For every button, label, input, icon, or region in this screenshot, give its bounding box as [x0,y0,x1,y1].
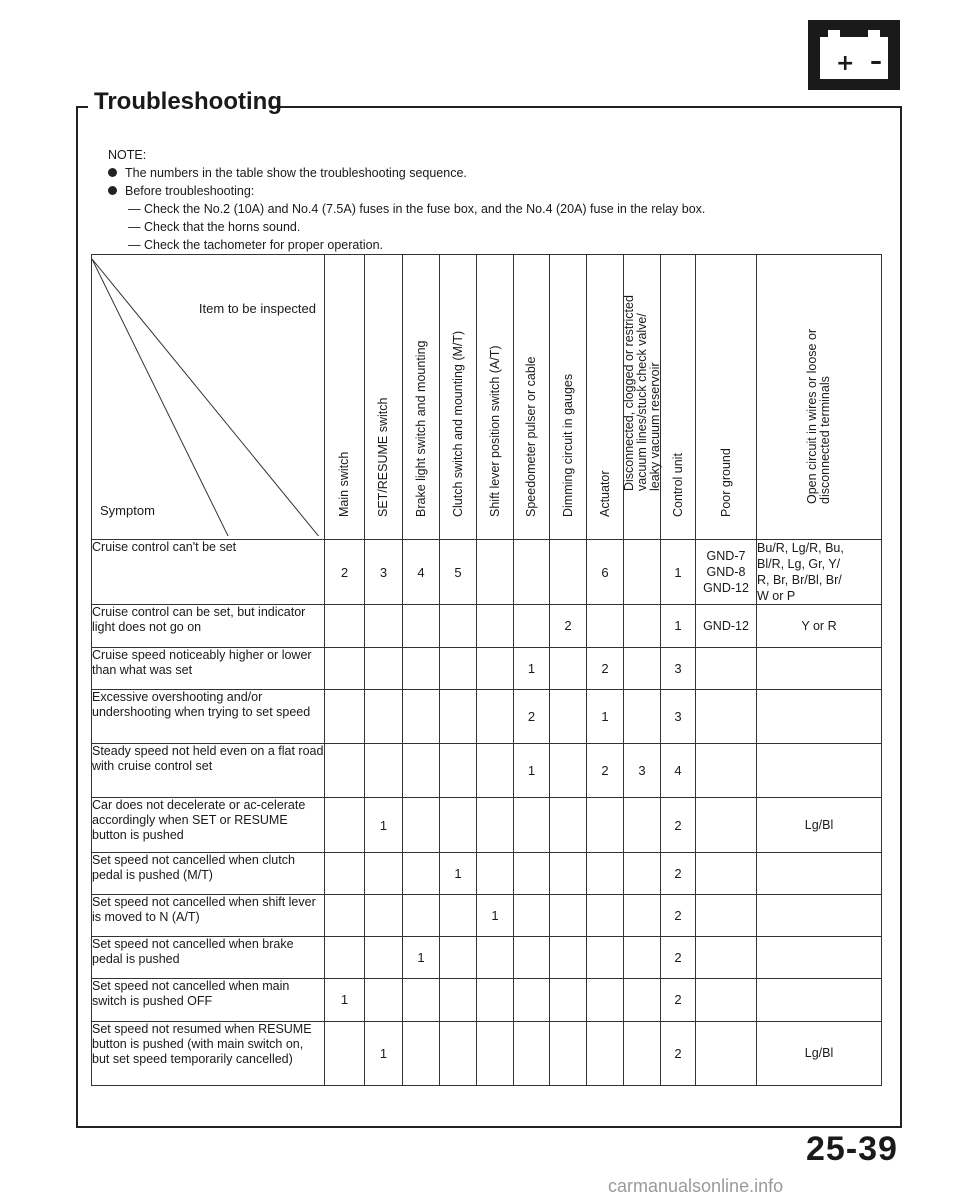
sequence-cell [550,689,587,743]
sequence-cell [587,894,624,936]
frame-top-rule [270,106,900,108]
sequence-cell [550,647,587,689]
sequence-cell: 3 [661,647,696,689]
sequence-cell: 2 [514,689,550,743]
sequence-cell: 1 [587,689,624,743]
note-subitem: — Check the tachometer for proper operation. [128,238,383,252]
note-item [108,182,888,200]
column-header [440,255,477,540]
bullet-icon [108,168,117,177]
cell-line: GND-8 [706,565,746,580]
column-header [477,255,514,540]
sequence-cell: 3 [365,540,403,605]
section-title: Troubleshooting [94,88,282,115]
column-header-label: SET/RESUME switch [376,397,390,517]
sequence-cell [440,894,477,936]
sequence-cell [514,979,550,1021]
sequence-cell: 5 [440,540,477,605]
sequence-cell [477,689,514,743]
sequence-cell [440,647,477,689]
sequence-cell [587,798,624,852]
sequence-cell: 1 [440,852,477,894]
column-header [696,255,757,540]
column-header [403,255,440,540]
symptom-cell: Cruise speed noticeably higher or lower than what was set [92,647,325,689]
sequence-cell [477,979,514,1021]
table-row [92,852,882,894]
sequence-cell [440,1021,477,1085]
sequence-cell: 2 [661,852,696,894]
sequence-cell [440,744,477,798]
sequence-cell [550,540,587,605]
sequence-cell [477,1021,514,1085]
sequence-cell [440,979,477,1021]
column-header-label: Actuator [597,469,612,517]
sequence-cell: 6 [587,540,624,605]
table-row [92,1021,882,1085]
sequence-cell [365,852,403,894]
column-header [661,255,696,540]
sequence-cell [403,979,440,1021]
sequence-cell: 2 [587,744,624,798]
corner-header [92,255,325,540]
cell-line: Lg/Bl [804,818,834,833]
symptom-cell: Set speed not cancelled when clutch pedal is pushed (M/T) [92,852,325,894]
sequence-cell [624,540,661,605]
column-header-label: Poor ground [718,447,733,517]
battery-icon: + – [808,20,900,90]
sequence-cell [477,852,514,894]
table-row [92,937,882,979]
sequence-cell: 1 [514,744,550,798]
ground-cell [696,605,757,647]
symptom-cell: Cruise control can't be set [92,540,325,605]
cell-line: W or P [757,589,796,604]
column-header-label: vacuum lines/stuck check valve/ [634,312,649,491]
sequence-cell [325,798,365,852]
sequence-cell [365,689,403,743]
wire-cell [757,605,882,647]
column-header-label: leaky vacuum reservoir [647,361,662,491]
column-header-label: disconnected terminals [818,375,832,504]
column-header [550,255,587,540]
sequence-cell [587,979,624,1021]
column-header-label: Main switch [337,451,351,517]
sequence-cell [587,1021,624,1085]
table-row [92,605,882,647]
sequence-cell [440,798,477,852]
sequence-cell: 2 [661,937,696,979]
wire-cell [757,647,882,689]
sequence-cell [514,894,550,936]
cell-line: GND-12 [703,581,749,596]
sequence-cell [403,647,440,689]
symptom-cell: Steady speed not held even on a flat road with cruise control set [92,744,325,798]
note-subitem: — Check that the horns sound. [128,220,301,234]
sequence-cell [440,689,477,743]
column-header-label: Control unit [670,452,685,517]
sequence-cell [587,852,624,894]
ground-cell [696,744,757,798]
ground-cell [696,689,757,743]
symptom-cell: Cruise control can be set, but indicator light does not go on [92,605,325,647]
sequence-cell [624,1021,661,1085]
sequence-cell [403,852,440,894]
note-text: Before troubleshooting: [125,184,255,198]
watermark: carmanualsonline.info [608,1176,784,1196]
table-row [92,894,882,936]
sequence-cell [403,744,440,798]
sequence-cell [550,894,587,936]
sequence-cell: 2 [325,540,365,605]
wire-cell [757,894,882,936]
note-item [108,164,888,182]
sequence-cell [624,852,661,894]
sequence-cell [325,647,365,689]
sequence-cell [477,605,514,647]
sequence-cell [550,979,587,1021]
cell-line: Bl/R, Lg, Gr, Y/ [757,557,841,572]
wire-cell [757,852,882,894]
ground-cell [696,894,757,936]
sequence-cell [550,798,587,852]
symptom-cell: Set speed not cancelled when main switch is pushed OFF [92,979,325,1021]
sequence-cell [514,798,550,852]
sequence-cell [514,605,550,647]
troubleshooting-table [91,254,882,1086]
sequence-cell: 3 [661,689,696,743]
sequence-cell [440,605,477,647]
column-header-label: Clutch switch and mounting (M/T) [450,330,465,517]
sequence-cell: 1 [365,1021,403,1085]
cell-line: Bu/R, Lg/R, Bu, [757,541,844,556]
sequence-cell [440,937,477,979]
column-header-label: Dimming circuit in gauges [560,373,575,517]
column-header [365,255,403,540]
symptom-cell: Set speed not cancelled when brake pedal is pushed [92,937,325,979]
column-header [325,255,365,540]
sequence-cell [624,979,661,1021]
sequence-cell [477,647,514,689]
sequence-cell [403,798,440,852]
sequence-cell [624,937,661,979]
sequence-cell: 4 [661,744,696,798]
wire-cell [757,979,882,1021]
sequence-cell [624,647,661,689]
notes-block [108,146,888,254]
frame-top-rule [76,106,88,108]
sequence-cell [365,937,403,979]
column-header-label: Shift lever position switch (A/T) [487,344,502,517]
column-header-label: Disconnected, clogged or restricted [621,294,636,491]
sequence-cell [403,894,440,936]
sequence-cell [550,852,587,894]
sequence-cell [514,540,550,605]
sequence-cell [403,605,440,647]
cell-line: Y or R [801,618,837,633]
ground-cell [696,798,757,852]
sequence-cell: 3 [624,744,661,798]
sequence-cell [624,605,661,647]
column-header [514,255,550,540]
note-subitem: — Check the No.2 (10A) and No.4 (7.5A) fuses in the fuse box, and the No.4 (20A) fuse in the relay box. [128,202,706,216]
cell-line: GND-7 [706,549,746,564]
sequence-cell: 2 [661,1021,696,1085]
sequence-cell: 1 [477,894,514,936]
sequence-cell: 2 [550,605,587,647]
sequence-cell [325,744,365,798]
note-heading: NOTE: [108,148,147,162]
sequence-cell [477,937,514,979]
sequence-cell: 1 [325,979,365,1021]
sequence-cell: 2 [661,894,696,936]
column-header-label: Speedometer pulser or cable [524,355,538,517]
sequence-cell [477,744,514,798]
column-header [621,255,662,540]
wire-cell [757,540,882,605]
ground-cell [696,1021,757,1085]
sequence-cell [624,798,661,852]
sequence-cell: 4 [403,540,440,605]
table-row [92,798,882,852]
sequence-cell [477,798,514,852]
ground-cell [696,540,757,605]
sequence-cell [325,894,365,936]
column-header [587,255,624,540]
note-text: The numbers in the table show the troubleshooting sequence. [125,166,467,180]
sequence-cell [550,1021,587,1085]
sequence-cell [403,1021,440,1085]
table-row [92,647,882,689]
sequence-cell: 1 [661,540,696,605]
sequence-cell: 2 [661,979,696,1021]
wire-cell [757,1021,882,1085]
sequence-cell [325,937,365,979]
cell-line: GND-12 [703,618,749,633]
sequence-cell [587,605,624,647]
wire-cell [757,798,882,852]
ground-cell [696,647,757,689]
sequence-cell: 2 [587,647,624,689]
sequence-cell [550,937,587,979]
sequence-cell [365,744,403,798]
sequence-cell [624,894,661,936]
sequence-cell [624,689,661,743]
sequence-cell [365,605,403,647]
column-header [757,255,882,540]
sequence-cell: 1 [514,647,550,689]
sequence-cell: 1 [365,798,403,852]
table-row [92,689,882,743]
sequence-cell: 1 [661,605,696,647]
item-to-be-inspected-label: Item to be inspected [198,300,316,316]
sequence-cell [514,1021,550,1085]
column-header-label: Open circuit in wires or loose or [805,328,819,504]
sequence-cell [587,937,624,979]
wire-cell [757,744,882,798]
cell-line: R, Br, Br/Bl, Br/ [757,573,842,588]
column-header-label: Brake light switch and mounting [413,340,428,517]
sequence-cell [550,744,587,798]
table-row [92,540,882,605]
symptom-cell: Car does not decelerate or ac-celerate accordingly when SET or RESUME button is pushed [92,798,325,852]
ground-cell [696,979,757,1021]
cell-line: Lg/Bl [804,1046,834,1061]
table-row [92,979,882,1021]
sequence-cell [325,852,365,894]
sequence-cell [477,540,514,605]
sequence-cell [325,605,365,647]
sequence-cell: 1 [403,937,440,979]
sequence-cell: 2 [661,798,696,852]
symptom-cell: Set speed not resumed when RESUME button is pushed (with main switch on, but set speed temporarily cancelled) [92,1021,325,1085]
ground-cell [696,937,757,979]
sequence-cell [325,1021,365,1085]
sequence-cell [365,894,403,936]
bullet-icon [108,186,117,195]
sequence-cell [514,852,550,894]
page-number: 25-39 [806,1130,898,1168]
sequence-cell [325,689,365,743]
sequence-cell [365,647,403,689]
table-row [92,744,882,798]
sequence-cell [365,979,403,1021]
wire-cell [757,689,882,743]
symptom-cell: Excessive overshooting and/or undershooting when trying to set speed [92,689,325,743]
ground-cell [696,852,757,894]
symptom-cell: Set speed not cancelled when shift lever is moved to N (A/T) [92,894,325,936]
wire-cell [757,937,882,979]
sequence-cell [403,689,440,743]
symptom-label: Symptom [100,502,155,518]
sequence-cell [514,937,550,979]
